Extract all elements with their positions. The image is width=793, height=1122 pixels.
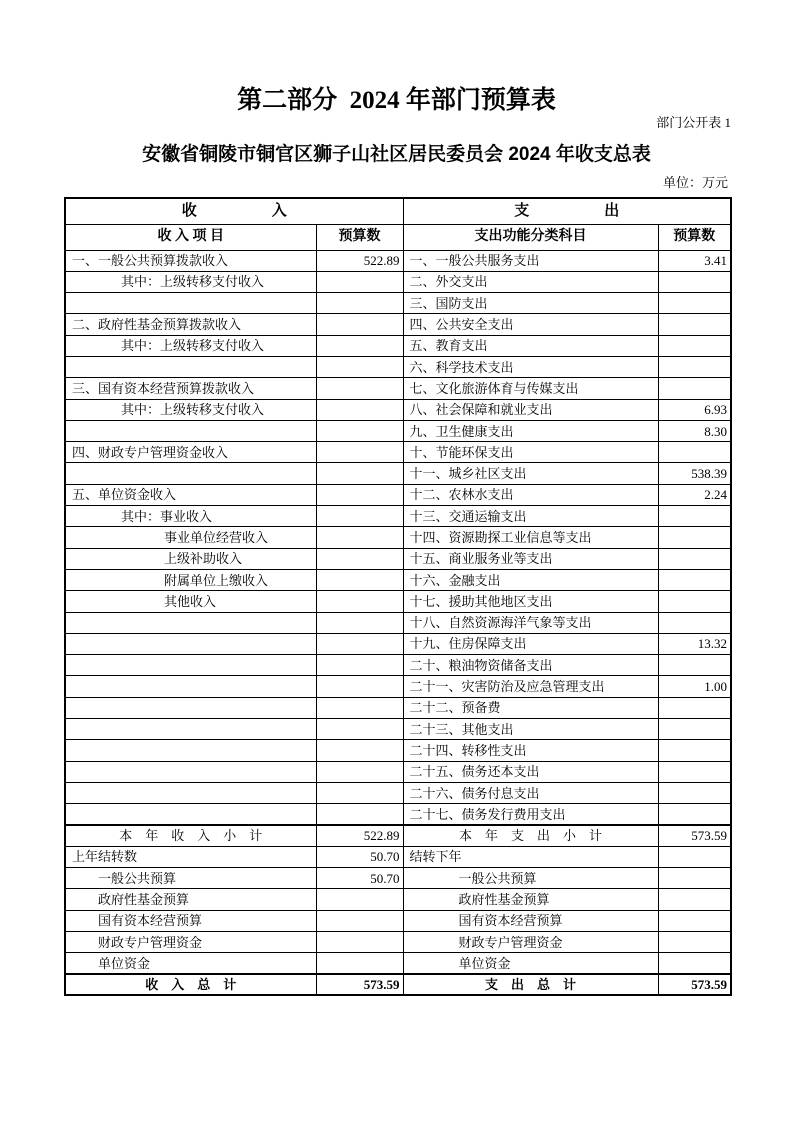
expense-budget-cell	[658, 378, 731, 399]
expense-item-cell: 结转下年	[403, 846, 658, 867]
expense-item-cell: 三、国防支出	[403, 293, 658, 314]
table-row	[65, 868, 731, 889]
expense-budget-cell	[658, 953, 731, 974]
column-header-row	[65, 224, 731, 250]
table-row	[65, 655, 731, 676]
income-budget-cell	[316, 442, 403, 463]
budget-table	[64, 197, 732, 996]
income-budget-cell	[316, 463, 403, 484]
income-budget-cell: 50.70	[316, 846, 403, 867]
income-item-cell	[65, 719, 316, 740]
income-item-cell	[65, 782, 316, 803]
table-row	[65, 442, 731, 463]
expense-budget-cell: 573.59	[658, 974, 731, 995]
org-heading: 安徽省铜陵市铜官区狮子山社区居民委员会 2024 年收支总表	[142, 144, 651, 165]
expense-item-cell: 政府性基金预算	[403, 889, 658, 910]
income-budget-cell	[316, 953, 403, 974]
expense-budget-cell: 3.41	[658, 250, 731, 271]
expense-budget-cell: 13.32	[658, 633, 731, 654]
income-budget-cell: 522.89	[316, 250, 403, 271]
expense-item-cell: 九、卫生健康支出	[403, 420, 658, 441]
table-row	[65, 335, 731, 356]
table-row	[65, 719, 731, 740]
expense-item-cell: 十六、金融支出	[403, 569, 658, 590]
income-budget-cell	[316, 314, 403, 335]
income-item-cell	[65, 761, 316, 782]
table-row	[65, 676, 731, 697]
expense-item-cell: 五、教育支出	[403, 335, 658, 356]
table-row	[65, 506, 731, 527]
expense-budget-cell	[658, 527, 731, 548]
income-budget-cell	[316, 633, 403, 654]
expense-item-cell: 二十七、债务发行费用支出	[403, 804, 658, 825]
table-row	[65, 782, 731, 803]
expense-budget-cell	[658, 697, 731, 718]
income-item-cell	[65, 633, 316, 654]
expense-item-cell: 支 出 总 计	[403, 974, 658, 995]
expense-item-cell: 一般公共预算	[403, 868, 658, 889]
income-budget-cell	[316, 655, 403, 676]
expense-item-cell: 八、社会保障和就业支出	[403, 399, 658, 420]
table-row	[65, 804, 731, 825]
income-budget-cell	[316, 293, 403, 314]
income-budget-cell	[316, 761, 403, 782]
expense-section-header: 支 出	[403, 198, 731, 224]
income-budget-cell	[316, 271, 403, 292]
table-row	[65, 761, 731, 782]
income-item-cell: 五、单位资金收入	[65, 484, 316, 505]
income-budget-cell: 50.70	[316, 868, 403, 889]
income-item-cell	[65, 293, 316, 314]
expense-budget-cell: 1.00	[658, 676, 731, 697]
expense-item-cell: 一、一般公共服务支出	[403, 250, 658, 271]
income-budget-cell	[316, 569, 403, 590]
income-item-cell: 其中：上级转移支付收入	[65, 271, 316, 292]
income-budget-cell	[316, 506, 403, 527]
income-budget-cell	[316, 356, 403, 377]
table-row	[65, 527, 731, 548]
expense-item-cell: 十七、援助其他地区支出	[403, 591, 658, 612]
expense-item-cell: 二、外交支出	[403, 271, 658, 292]
income-item-cell	[65, 676, 316, 697]
expense-budget-cell	[658, 612, 731, 633]
income-item-cell: 其他收入	[65, 591, 316, 612]
expense-item-cell: 二十四、转移性支出	[403, 740, 658, 761]
table-row	[65, 910, 731, 931]
expense-budget-cell: 6.93	[658, 399, 731, 420]
table-row	[65, 463, 731, 484]
expense-item-cell: 十二、农林水支出	[403, 484, 658, 505]
table-row	[65, 271, 731, 292]
table-row	[65, 740, 731, 761]
expense-item-column-header: 支出功能分类科目	[403, 224, 658, 250]
table-row	[65, 697, 731, 718]
expense-budget-cell	[658, 932, 731, 953]
income-item-cell	[65, 356, 316, 377]
expense-item-cell: 十五、商业服务业等支出	[403, 548, 658, 569]
expense-budget-cell	[658, 569, 731, 590]
expense-budget-cell: 8.30	[658, 420, 731, 441]
income-item-cell: 其中：上级转移支付收入	[65, 335, 316, 356]
table-label: 部门公开表 1	[656, 115, 731, 130]
expense-item-cell: 十三、交通运输支出	[403, 506, 658, 527]
table-row	[65, 633, 731, 654]
income-budget-cell	[316, 527, 403, 548]
table-row	[65, 293, 731, 314]
table-row	[65, 548, 731, 569]
income-budget-cell	[316, 591, 403, 612]
income-budget-cell	[316, 932, 403, 953]
income-item-cell: 其中：上级转移支付收入	[65, 399, 316, 420]
income-budget-cell	[316, 612, 403, 633]
expense-budget-cell	[658, 356, 731, 377]
income-budget-cell	[316, 889, 403, 910]
income-item-cell: 一、一般公共预算拨款收入	[65, 250, 316, 271]
expense-item-cell: 二十五、债务还本支出	[403, 761, 658, 782]
table-row	[65, 889, 731, 910]
expense-item-cell: 本 年 支 出 小 计	[403, 825, 658, 846]
expense-item-cell: 十九、住房保障支出	[403, 633, 658, 654]
table-row	[65, 314, 731, 335]
expense-budget-cell	[658, 293, 731, 314]
income-item-cell: 附属单位上缴收入	[65, 569, 316, 590]
income-item-cell	[65, 804, 316, 825]
expense-budget-cell	[658, 740, 731, 761]
expense-budget-cell	[658, 761, 731, 782]
table-row	[65, 378, 731, 399]
income-item-cell: 国有资本经营预算	[65, 910, 316, 931]
table-row	[65, 591, 731, 612]
expense-budget-cell	[658, 314, 731, 335]
section-header-row	[65, 198, 731, 224]
expense-budget-cell	[658, 506, 731, 527]
income-budget-cell	[316, 676, 403, 697]
income-item-cell: 二、政府性基金预算拨款收入	[65, 314, 316, 335]
expense-budget-cell	[658, 591, 731, 612]
unit-label: 单位：万元	[662, 175, 728, 190]
income-budget-cell	[316, 378, 403, 399]
income-item-cell	[65, 655, 316, 676]
expense-item-cell: 十、节能环保支出	[403, 442, 658, 463]
income-budget-cell	[316, 719, 403, 740]
expense-budget-cell	[658, 782, 731, 803]
income-item-cell: 上年结转数	[65, 846, 316, 867]
expense-item-cell: 二十三、其他支出	[403, 719, 658, 740]
income-budget-cell	[316, 782, 403, 803]
table-row	[65, 356, 731, 377]
expense-budget-cell	[658, 889, 731, 910]
income-item-cell	[65, 697, 316, 718]
expense-budget-cell	[658, 335, 731, 356]
expense-budget-cell	[658, 804, 731, 825]
table-row	[65, 974, 731, 995]
expense-item-cell: 二十、粮油物资储备支出	[403, 655, 658, 676]
income-section-header: 收 入	[65, 198, 403, 224]
income-item-cell: 上级补助收入	[65, 548, 316, 569]
income-item-cell: 其中：事业收入	[65, 506, 316, 527]
income-item-cell: 财政专户管理资金	[65, 932, 316, 953]
expense-item-cell: 四、公共安全支出	[403, 314, 658, 335]
income-item-cell: 一般公共预算	[65, 868, 316, 889]
table-row	[65, 612, 731, 633]
income-budget-cell	[316, 697, 403, 718]
expense-budget-cell	[658, 846, 731, 867]
income-item-cell: 四、财政专户管理资金收入	[65, 442, 316, 463]
table-row	[65, 250, 731, 271]
table-row	[65, 399, 731, 420]
expense-budget-cell	[658, 655, 731, 676]
expense-budget-cell	[658, 719, 731, 740]
income-budget-cell: 522.89	[316, 825, 403, 846]
income-item-cell: 政府性基金预算	[65, 889, 316, 910]
table-row	[65, 484, 731, 505]
expense-budget-column-header: 预算数	[658, 224, 731, 250]
income-item-cell: 本 年 收 入 小 计	[65, 825, 316, 846]
expense-budget-cell: 538.39	[658, 463, 731, 484]
expense-item-cell: 六、科学技术支出	[403, 356, 658, 377]
expense-budget-cell	[658, 910, 731, 931]
expense-budget-cell	[658, 442, 731, 463]
expense-budget-cell: 2.24	[658, 484, 731, 505]
expense-budget-cell: 573.59	[658, 825, 731, 846]
expense-item-cell: 十四、资源勘探工业信息等支出	[403, 527, 658, 548]
income-budget-cell	[316, 484, 403, 505]
table-row	[65, 846, 731, 867]
income-item-cell: 三、国有资本经营预算拨款收入	[65, 378, 316, 399]
budget-table-body	[65, 250, 731, 995]
income-item-cell	[65, 740, 316, 761]
income-item-column-header: 收 入 项 目	[65, 224, 316, 250]
expense-item-cell: 二十二、预备费	[403, 697, 658, 718]
table-row	[65, 825, 731, 846]
income-item-cell	[65, 420, 316, 441]
expense-item-cell: 单位资金	[403, 953, 658, 974]
income-budget-cell	[316, 420, 403, 441]
expense-budget-cell	[658, 548, 731, 569]
income-item-cell: 收 入 总 计	[65, 974, 316, 995]
expense-item-cell: 十八、自然资源海洋气象等支出	[403, 612, 658, 633]
expense-item-cell: 二十六、债务付息支出	[403, 782, 658, 803]
income-item-cell	[65, 463, 316, 484]
expense-item-cell: 十一、城乡社区支出	[403, 463, 658, 484]
income-item-cell	[65, 612, 316, 633]
expense-budget-cell	[658, 868, 731, 889]
expense-item-cell: 二十一、灾害防治及应急管理支出	[403, 676, 658, 697]
income-item-cell: 单位资金	[65, 953, 316, 974]
income-budget-cell	[316, 548, 403, 569]
table-row	[65, 953, 731, 974]
expense-item-cell: 财政专户管理资金	[403, 932, 658, 953]
table-row	[65, 569, 731, 590]
income-budget-cell	[316, 804, 403, 825]
expense-item-cell: 七、文化旅游体育与传媒支出	[403, 378, 658, 399]
income-budget-cell	[316, 399, 403, 420]
table-row	[65, 932, 731, 953]
table-row	[65, 420, 731, 441]
income-budget-cell	[316, 910, 403, 931]
income-budget-cell: 573.59	[316, 974, 403, 995]
income-budget-column-header: 预算数	[316, 224, 403, 250]
page-title: 第二部分 2024 年部门预算表	[237, 87, 556, 114]
expense-item-cell: 国有资本经营预算	[403, 910, 658, 931]
income-budget-cell	[316, 335, 403, 356]
income-budget-cell	[316, 740, 403, 761]
expense-budget-cell	[658, 271, 731, 292]
income-item-cell: 事业单位经营收入	[65, 527, 316, 548]
